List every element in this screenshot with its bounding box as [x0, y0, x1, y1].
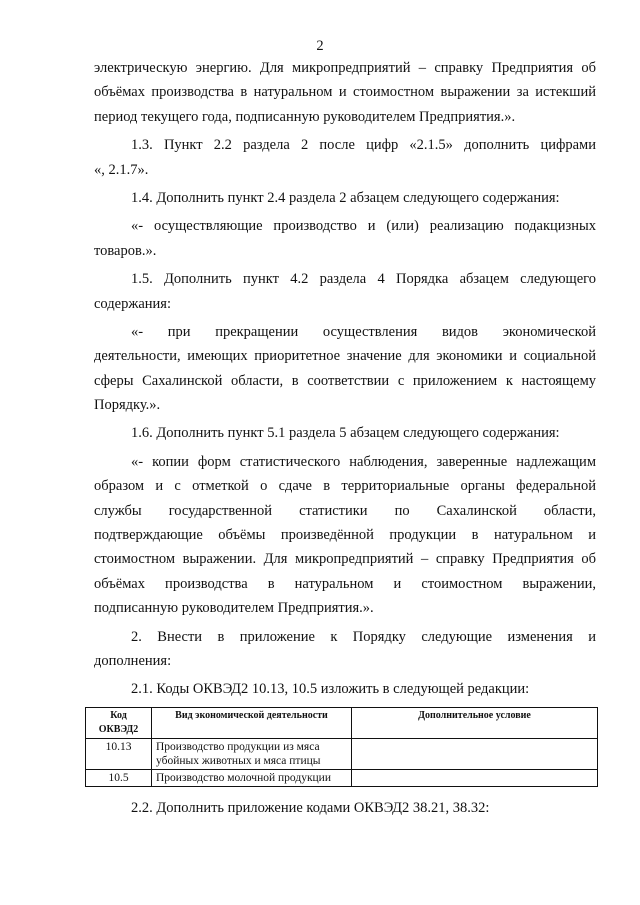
- paragraph-line: «- копии форм статистического наблюдения, заверенные надлежащим: [131, 453, 596, 470]
- paragraph-line: дополнения:: [94, 652, 172, 669]
- column-header-condition: Дополнительное условие: [352, 708, 598, 739]
- page-number: 2: [316, 38, 324, 54]
- paragraph-line: «- при прекращении осуществления видов экономической: [131, 323, 596, 340]
- paragraph-line: 1.4. Дополнить пункт 2.4 раздела 2 абзацем следующего содержания:: [131, 189, 560, 206]
- table-row: [86, 770, 598, 787]
- okved-table: [85, 707, 598, 787]
- document-body: [94, 56, 596, 702]
- table-header-row: [86, 708, 598, 739]
- paragraph-line: образом и с отметкой о сдаче в территориальные органы федеральной: [94, 478, 596, 495]
- table-cell-condition: [352, 770, 598, 787]
- paragraph-line: 2. Внести в приложение к Порядку следующие изменения и: [131, 628, 596, 645]
- paragraph-line: 2.1. Коды ОКВЭД2 10.13, 10.5 изложить в следующей редакции:: [131, 681, 530, 698]
- table-cell-activity: Производство продукции из мяса убойных животных и мяса птицы: [152, 739, 352, 770]
- column-header-code: Код ОКВЭД2: [86, 708, 152, 739]
- paragraph-2-2: 2.2. Дополнить приложение кодами ОКВЭД2 38.21, 38.32:: [131, 800, 490, 816]
- column-header-activity: Вид экономической деятельности: [152, 708, 352, 739]
- paragraph-line: подтверждающие объёмы произведённой продукции в натуральном и: [94, 527, 596, 544]
- paragraph-line: объёмах производства в натуральном и стоимостном выражении,: [94, 575, 596, 592]
- paragraph-line: содержания:: [94, 295, 172, 312]
- paragraph-line: товаров.».: [94, 242, 157, 259]
- paragraph-line: 1.6. Дополнить пункт 5.1 раздела 5 абзацем следующего содержания:: [131, 425, 560, 442]
- paragraph-line: период текущего года, подписанную руководителем Предприятия.».: [94, 108, 516, 125]
- table-cell-code: 10.5: [86, 770, 152, 787]
- table-row: [86, 739, 598, 770]
- paragraph-line: Порядку.».: [94, 397, 161, 414]
- paragraph-line: 1.3. Пункт 2.2 раздела 2 после цифр «2.1.5» дополнить цифрами: [131, 137, 596, 154]
- paragraph-line: подписанную руководителем Предприятия.».: [94, 600, 374, 617]
- paragraph-line: «- осуществляющие производство и (или) реализацию подакцизных: [131, 218, 596, 235]
- paragraph-line: стоимостном выражении. Для микропредприятий – справку Предприятия об: [94, 551, 596, 568]
- paragraph-line: службы государственной статистики по Сахалинской области,: [94, 502, 596, 519]
- paragraph-line: объёмах производства в натуральном и стоимостном выражении за истекший: [94, 84, 596, 101]
- paragraph-line: «, 2.1.7».: [94, 161, 149, 178]
- table-cell-code: 10.13: [86, 739, 152, 770]
- paragraph-line: электрическую энергию. Для микропредприятий – справку Предприятия об: [94, 60, 596, 76]
- table-cell-condition: [352, 739, 598, 770]
- okved-table-wrap: [85, 707, 597, 787]
- paragraph-line: 1.5. Дополнить пункт 4.2 раздела 4 Порядка абзацем следующего: [131, 271, 596, 288]
- paragraph-line: сферы Сахалинской области, в соответствии с приложением к настоящему: [94, 372, 596, 389]
- table-cell-activity: Производство молочной продукции: [152, 770, 352, 787]
- paragraph-line: деятельности, имеющих приоритетное значение для экономики и социальной: [94, 348, 596, 365]
